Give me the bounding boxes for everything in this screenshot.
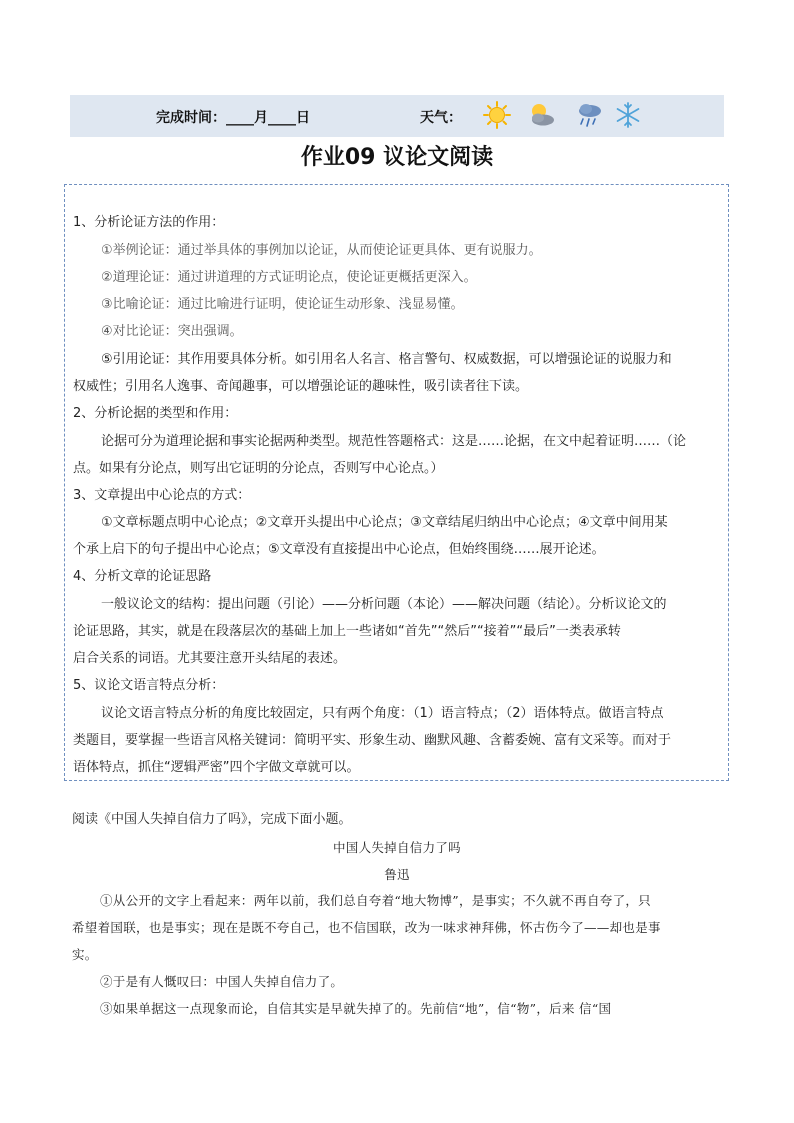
sun-icon: [482, 100, 512, 130]
date-label: 完成时间：____月____日: [156, 110, 310, 126]
note-heading-2: 2、分析论据的类型和作用：: [73, 406, 238, 421]
note-heading-3: 3、文章提出中心论点的方式：: [73, 488, 251, 503]
note-paragraph-continued: 点。如果有分论点，则写出它证明的分论点，否则写中心论点。）: [73, 461, 444, 476]
reading-instruction: 阅读《中国人失掉自信力了吗》，完成下面小题。: [72, 812, 352, 827]
note-item: ④对比论证：突出强调。: [101, 324, 243, 339]
note-paragraph-continued: 语体特点，抓住“逻辑严密”四个字做文章就可以。: [73, 760, 360, 775]
note-paragraph: 论据可分为道理论据和事实论据两种类型。规范性答题格式：这是……论据，在文中起着证明……（论: [101, 434, 687, 449]
note-paragraph-continued: 个承上启下的句子提出中心论点；⑤文章没有直接提出中心论点，但始终围绕……展开论述。: [73, 542, 605, 557]
article-author: 鲁迅: [384, 867, 410, 882]
article-paragraph: ①从公开的文字上看起来：两年以前，我们总自夸着“地大物博”，是事实；不久就不再自夸了，只: [100, 893, 651, 908]
note-item: ①举例论证：通过举具体的事例加以论证，从而使论证更具体、更有说服力。: [101, 243, 542, 258]
note-paragraph-continued: 类题目，要掌握一些语言风格关键词：简明平实、形象生动、幽默风趣、含蓄委婉、富有文采等。而对于: [73, 733, 672, 748]
note-paragraph: 一般议论文的结构：提出问题（引论）——分析问题（本论）——解决问题（结论）。分析议论文的: [101, 597, 667, 612]
header-bar: [70, 95, 724, 137]
article-paragraph-continued: 实。: [72, 947, 98, 962]
note-item: ⑤引用论证：其作用要具体分析。如引用名人名言、格言警句、权威数据，可以增强论证的说服力和: [101, 352, 672, 367]
note-heading-1: 1、分析论证方法的作用：: [73, 215, 225, 230]
note-paragraph: 议论文语言特点分析的角度比较固定，只有两个角度：（1）语言特点；（2）语体特点。做语言特点: [101, 706, 664, 721]
article-paragraph: ②于是有人慨叹曰：中国人失掉自信力了。: [100, 974, 344, 989]
notes-box: [64, 184, 729, 781]
article-title: 中国人失掉自信力了吗: [332, 840, 461, 855]
article-paragraph-continued: 希望着国联，也是事实；现在是既不夸自己，也不信国联，改为一味求神拜佛，怀古伤今了——却也是事: [72, 920, 661, 935]
article-paragraph: ③如果单据这一点现象而论，自信其实是早就失掉了的。先前信“地”，信“物”，后来 信“国: [100, 1001, 612, 1016]
weather-label: 天气：: [420, 110, 462, 126]
note-paragraph: ①文章标题点明中心论点；②文章开头提出中心论点；③文章结尾归纳出中心论点；④文章中间用某: [101, 515, 668, 530]
page-title: 作业09 议论文阅读: [300, 145, 494, 170]
note-item: ③比喻论证：通过比喻进行证明，使论证生动形象、浅显易懂。: [101, 297, 464, 312]
partly-cloudy-icon: [526, 100, 556, 130]
snowflake-icon: [613, 100, 643, 130]
note-heading-4: 4、分析文章的论证思路: [73, 569, 212, 584]
rain-cloud-icon: [575, 100, 605, 130]
note-paragraph-continued: 论证思路，其实，就是在段落层次的基础上加上一些诸如“首先”“然后”“接着”“最后”一类表承转: [73, 624, 621, 639]
note-item: ②道理论证：通过讲道理的方式证明论点，使论证更概括更深入。: [101, 270, 477, 285]
note-heading-5: 5、议论文语言特点分析：: [73, 678, 225, 693]
note-item-continued: 权威性；引用名人逸事、奇闻趣事，可以增强论证的趣味性，吸引读者往下读。: [73, 379, 529, 394]
note-paragraph-continued: 启合关系的词语。尤其要注意开头结尾的表述。: [73, 651, 347, 666]
